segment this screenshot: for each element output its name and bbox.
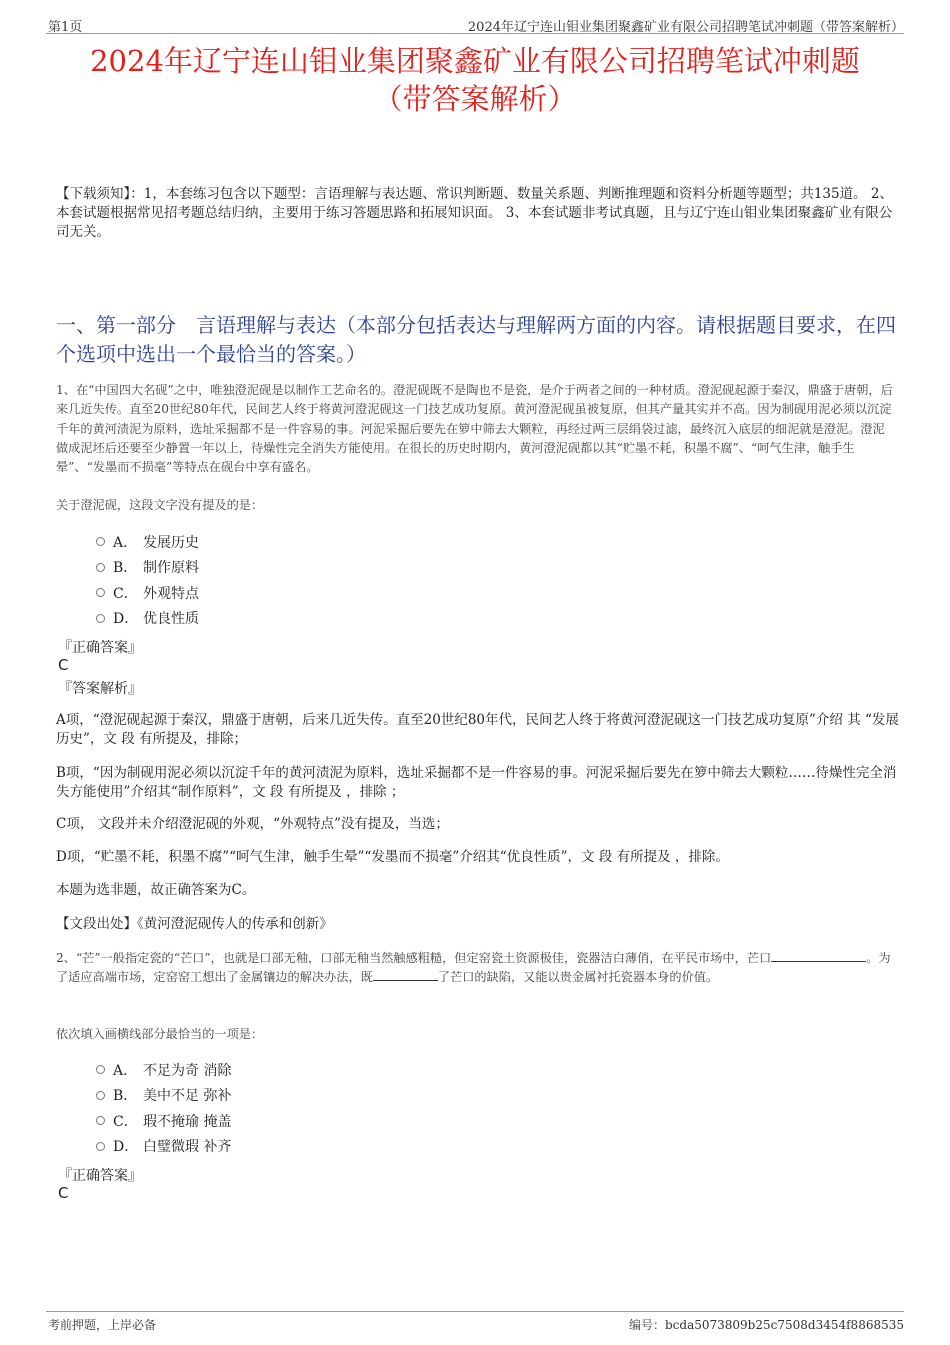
footer-doc-id: 编号：bcda5073809b25c7508d3454f8868535 bbox=[629, 1318, 904, 1332]
q1-analysis-label: 『答案解析』 bbox=[58, 681, 142, 697]
radio-icon[interactable] bbox=[96, 1142, 105, 1151]
footer-divider bbox=[46, 1311, 904, 1312]
q1-analysis-c: C项， 文段并未介绍澄泥砚的外观，“外观特点”没有提及，当选； bbox=[56, 816, 449, 832]
q1-passage: 1、在“中国四大名砚”之中，唯独澄泥砚是以制作工艺命名的。澄泥砚既不是陶也不是瓷，是介于两者之间的一种材质。澄泥砚起源于秦汉，鼎盛于唐朝，后来几近失传。直至20世纪80年代，民间艺人终于将黄河澄泥砚这一门技艺成功复原。黄河澄泥砚虽被复原，但其产量其实并不高。因为制砚用泥必须以沉淀千年的黄河渍泥为原料，选址采掘都不是一件容易的事。河泥采掘后要先在箩中筛去大颗粒，再经过两三层绢袋过滤，最终沉入底层的细泥就是澄泥。澄泥做成泥坯后还要至少静置一年以上，待燥性完全消失方能使用。在很长的历史时期内，黄河澄泥砚都以其“贮墨不耗，积墨不腐”、“呵气生津，触手生晕”、“发墨而不损毫”等特点在砚台中享有盛名。 bbox=[56, 383, 893, 475]
radio-icon[interactable] bbox=[96, 563, 105, 572]
radio-icon[interactable] bbox=[96, 588, 105, 597]
download-notice: 【下载须知】：1，本套练习包含以下题型：言语理解与表达题、常识判断题、数量关系题、判断推理题和资料分析题等题型；共135道。 2、本套试题根据常见招考题总结归纳，主要用于练习答题思路和拓展知识面。 3、本套试题非考试真题，且与辽宁连山钼业集团聚鑫矿业有限公司无关。 bbox=[56, 186, 893, 240]
page-number: 第1页 bbox=[48, 20, 83, 35]
radio-icon[interactable] bbox=[96, 1116, 105, 1125]
q2-passage: 2、“芒”一般指定瓷的“芒口”，也就是口部无釉，口部无釉当然触感粗糙，但定窑瓷土资源极佳，瓷器洁白薄俏，在平民市场中，芒口 。为了适应高端市场，定窑窑工想出了金属镶边的解决办法，既 了芒口的缺陷，又能以贵金属衬托瓷器本身的价值。 bbox=[56, 951, 891, 985]
title-line-1: 2024年辽宁连山钼业集团聚鑫矿业有限公司招聘笔试冲刺题 bbox=[90, 44, 860, 78]
q1-conclusion: 本题为选非题，故正确答案为C。 bbox=[56, 882, 256, 898]
q2-options bbox=[96, 1057, 231, 1159]
q1-answer-label: 『正确答案』 bbox=[58, 640, 142, 656]
footer-slogan: 考前押题，上岸必备 bbox=[48, 1318, 157, 1332]
radio-icon[interactable] bbox=[96, 1065, 105, 1074]
q1-option-a[interactable]: A． 发展历史 bbox=[96, 529, 199, 555]
fill-blank-2 bbox=[373, 969, 438, 981]
radio-icon[interactable] bbox=[96, 537, 105, 546]
q2-answer: C bbox=[58, 1184, 69, 1202]
q2-option-d[interactable]: D． 白璧微瑕 补齐 bbox=[96, 1134, 231, 1160]
q1-question: 关于澄泥砚，这段文字没有提及的是： bbox=[56, 498, 264, 512]
q2-question: 依次填入画横线部分最恰当的一项是： bbox=[56, 1027, 264, 1041]
header-divider bbox=[46, 33, 904, 34]
radio-icon[interactable] bbox=[96, 1091, 105, 1100]
q2-option-c[interactable]: C． 瑕不掩瑜 掩盖 bbox=[96, 1108, 231, 1134]
q1-analysis-b: B项，“因为制砚用泥必须以沉淀千年的黄河渍泥为原料，选址采掘都不是一件容易的事。河泥采掘后要先在箩中筛去大颗粒……待燥性完全消失方能使用”介绍其“制作原料”，文 段 有所提及 ，排除 ； bbox=[56, 765, 897, 800]
section-heading: 一、第一部分 言语理解与表达（本部分包括表达与理解两方面的内容。请根据题目要求，在四个选项中选出一个最恰当的答案。） bbox=[56, 313, 896, 366]
header-doc-title: 2024年辽宁连山钼业集团聚鑫矿业有限公司招聘笔试冲刺题（带答案解析） bbox=[467, 20, 904, 35]
q1-option-d[interactable]: D． 优良性质 bbox=[96, 606, 199, 632]
title-line-2: （带答案解析） bbox=[373, 82, 577, 116]
q1-analysis-a: A项，“澄泥砚起源于秦汉，鼎盛于唐朝，后来几近失传。直至20世纪80年代，民间艺人终于将黄河澄泥砚这一门技艺成功复原”介绍 其 “发展历史”，文 段 有所提及，排除； bbox=[56, 712, 899, 747]
page-title bbox=[40, 42, 910, 118]
q1-source: 【文段出处】《黄河澄泥砚传人的传承和创新》 bbox=[56, 916, 333, 932]
q2-answer-label: 『正确答案』 bbox=[58, 1168, 142, 1184]
q1-option-b[interactable]: B． 制作原料 bbox=[96, 555, 199, 581]
radio-icon[interactable] bbox=[96, 614, 105, 623]
q2-option-a[interactable]: A． 不足为奇 消除 bbox=[96, 1057, 231, 1083]
q1-answer: C bbox=[58, 656, 69, 674]
q2-option-b[interactable]: B． 美中不足 弥补 bbox=[96, 1083, 231, 1109]
q1-option-c[interactable]: C． 外观特点 bbox=[96, 580, 199, 606]
q1-options bbox=[96, 529, 199, 631]
fill-blank-1 bbox=[771, 950, 866, 962]
q1-analysis-d: D项，“贮墨不耗，积墨不腐”“呵气生津，触手生晕”“发墨而不损毫”介绍其“优良性质”，文 段 有所提及 ，排除。 bbox=[56, 849, 729, 865]
